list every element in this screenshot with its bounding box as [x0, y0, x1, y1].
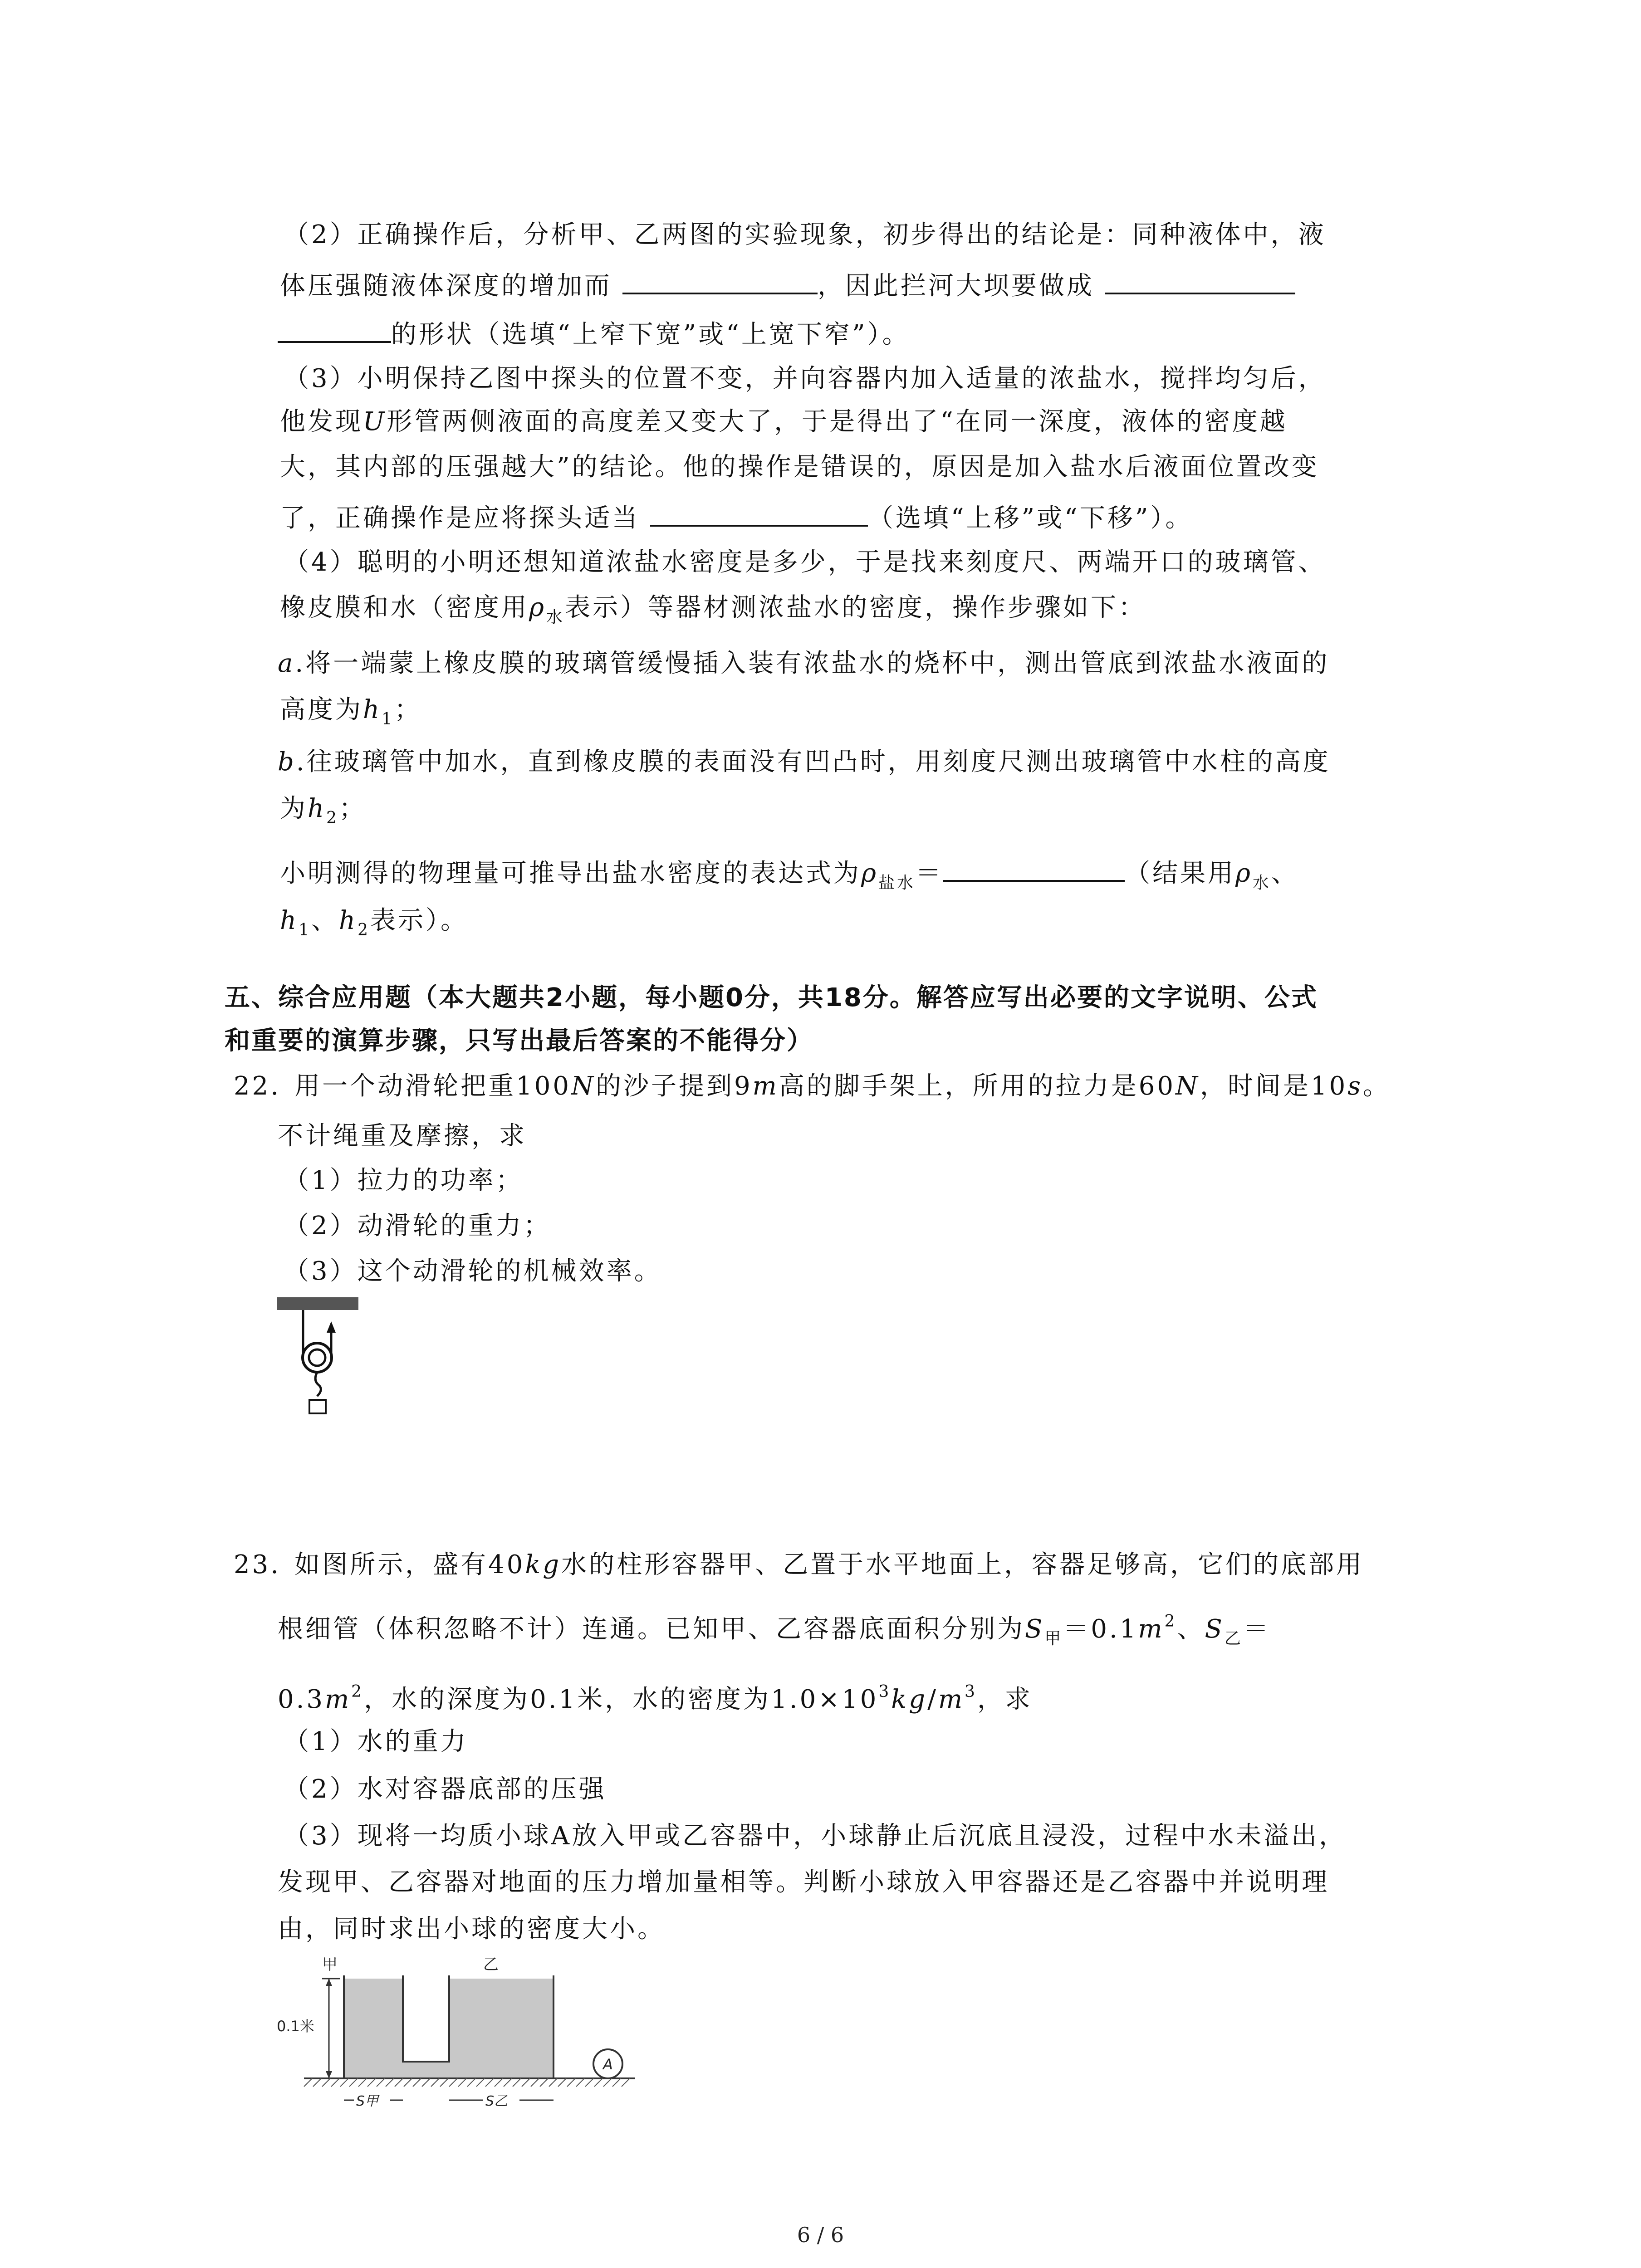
text: 发现甲、乙容器对地面的压力增加量相等。判断小球放入甲容器还是乙容器中并说明理 — [278, 1867, 1329, 1897]
ball-label: A — [603, 2056, 613, 2073]
value: 10 — [1310, 1071, 1348, 1101]
pulley-figure — [277, 1296, 367, 1428]
text: ＝ — [1243, 1614, 1271, 1644]
section-heading-line2 — [225, 1023, 813, 1059]
text: 橡皮膜和水（密度用 — [280, 593, 529, 622]
text: （3）这个动滑轮的机械效率。 — [284, 1256, 662, 1286]
variable: S — [1025, 1614, 1045, 1644]
q21-part2-line2 — [280, 265, 1295, 304]
unit: m — [1138, 1614, 1165, 1644]
text: ，时间是 — [1200, 1071, 1311, 1101]
q21-part4-line2 — [280, 590, 1146, 635]
text: （选填“上移”或“下移”）。 — [867, 503, 1193, 533]
arrow-up-icon — [326, 1979, 332, 1986]
q23-sub3-line3 — [278, 1911, 665, 1947]
q22-sub1 — [284, 1163, 524, 1199]
text: 了，正确操作是应将探头适当 — [280, 503, 640, 533]
text: .将一端蒙上橡皮膜的玻璃管缓慢插入装有浓盐水的烧杯中，测出管底到浓盐水液面的 — [295, 649, 1330, 678]
q22-line2 — [278, 1118, 527, 1154]
text: 高的脚手架上，所用的拉力是 — [779, 1071, 1139, 1101]
text: 、 — [311, 906, 339, 935]
text: （1）水的重力 — [284, 1727, 468, 1756]
variable: U — [363, 407, 387, 436]
q21-expression-line2 — [280, 903, 468, 948]
arrow-down-icon — [326, 2071, 332, 2078]
q22-sub2 — [284, 1208, 551, 1244]
subscript: 乙 — [1224, 1629, 1243, 1648]
question-number: 22. — [234, 1071, 281, 1101]
depth-label: 0.1米 — [277, 2018, 314, 2035]
q23-sub3-line1 — [284, 1818, 1347, 1854]
step-label: a — [278, 649, 295, 678]
q21-part3-line1 — [284, 361, 1326, 397]
q21-step-a-line2 — [280, 692, 422, 738]
subscript: 盐水 — [878, 874, 916, 892]
unit: kg — [525, 1550, 562, 1579]
rho-symbol: ρ — [1235, 859, 1253, 888]
label-jia: 甲 — [322, 1955, 338, 1974]
text: 用一个动滑轮把重 — [294, 1071, 516, 1101]
text: 的形状（选填“上窄下宽”或“上宽下窄”）。 — [391, 320, 910, 349]
text: 根细管（体积忽略不计）连通。已知甲、乙容器底面积分别为 — [278, 1614, 1025, 1644]
text: 小明测得的物理量可推导出盐水密度的表达式为 — [280, 859, 861, 888]
subscript: 水 — [1252, 874, 1271, 892]
superscript: 3 — [878, 1682, 892, 1701]
text: ＝ — [915, 859, 943, 888]
text: ； — [394, 695, 422, 724]
text: 如图所示，盛有 — [294, 1550, 489, 1579]
q21-part3-line3 — [280, 449, 1319, 485]
q23-line1 — [234, 1547, 1364, 1583]
arrow-up-icon — [327, 1321, 336, 1333]
text: .往玻璃管中加水，直到橡皮膜的表面没有凹凸时，用刻度尺测出玻璃管中水柱的高度 — [296, 747, 1331, 777]
section-heading-line1 — [225, 980, 1318, 1016]
text: ； — [338, 794, 367, 823]
variable: h — [338, 906, 358, 935]
text: 水的柱形容器甲、乙置于水平地面上，容器足够高，它们的底部用 — [561, 1550, 1364, 1579]
text: （1）拉力的功率； — [284, 1166, 524, 1195]
ceiling-beam — [277, 1297, 358, 1310]
q21-step-a-line1 — [278, 645, 1329, 682]
unit: N — [571, 1071, 596, 1101]
rho-symbol: ρ — [861, 859, 878, 888]
text: 表示）等器材测浓盐水的密度，操作步骤如下： — [564, 593, 1146, 622]
text: 体压强随液体深度的增加而 — [280, 271, 612, 301]
text: 大，其内部的压强越大”的结论。他的操作是错误的，原因是加入盐水后液面位置改变 — [280, 452, 1319, 482]
rho-symbol: ρ — [529, 593, 546, 622]
q21-part4-line1 — [284, 544, 1326, 581]
q23-sub3-line2 — [278, 1864, 1329, 1901]
answer-blank[interactable] — [943, 853, 1125, 882]
value: 0.3 — [278, 1685, 325, 1714]
answer-blank[interactable] — [622, 265, 818, 294]
text: 、 — [1271, 859, 1299, 888]
variable: h — [308, 794, 327, 823]
text: ＝0.1 — [1063, 1614, 1138, 1644]
text: 表示）。 — [370, 906, 468, 935]
q23-line3 — [278, 1674, 1033, 1718]
superscript: 3 — [965, 1682, 977, 1701]
sjia-label: S甲 — [356, 2093, 379, 2109]
q23-line2 — [278, 1603, 1271, 1657]
unit: kg — [891, 1685, 928, 1714]
water-yi — [449, 1979, 554, 2078]
text: 为 — [280, 794, 308, 823]
unit: m — [938, 1685, 965, 1714]
q23-sub2 — [284, 1771, 607, 1808]
unit: m — [325, 1685, 352, 1714]
text: ，求 — [977, 1685, 1033, 1714]
q21-part2-line1 — [284, 217, 1326, 253]
wall-middle — [403, 1975, 449, 2062]
syi-label: S乙 — [485, 2093, 508, 2109]
page-number: 6 / 6 — [797, 2223, 844, 2247]
text: ，因此拦河大坝要做成 — [817, 271, 1094, 301]
answer-blank[interactable] — [278, 314, 391, 343]
unit: N — [1175, 1071, 1200, 1101]
hook-icon — [315, 1372, 321, 1396]
containers-figure — [277, 1950, 640, 2109]
subscript: 2 — [358, 921, 370, 939]
subscript: 1 — [299, 921, 311, 939]
value: 60 — [1138, 1071, 1176, 1101]
text: （2）正确操作后，分析甲、乙两图的实验现象，初步得出的结论是：同种液体中，液 — [284, 220, 1326, 249]
answer-blank[interactable] — [1105, 265, 1295, 294]
text: （3）小明保持乙图中探头的位置不变，并向容器内加入适量的浓盐水，搅拌均匀后， — [284, 364, 1326, 393]
text: （4）聪明的小明还想知道浓盐水密度是多少，于是找来刻度尺、两端开口的玻璃管、 — [284, 547, 1326, 577]
variable: h — [280, 906, 299, 935]
water-jia — [344, 1979, 403, 2078]
text: 由，同时求出小球的密度大小。 — [278, 1914, 665, 1944]
water-connector — [403, 2062, 449, 2078]
unit: s — [1347, 1071, 1363, 1101]
text: 和重要的演算步骤，只写出最后答案的不能得分） — [225, 1026, 813, 1056]
q21-part3-line2 — [280, 404, 1288, 440]
text: ，水的深度为0.1米，水的密度为1.0×10 — [364, 1685, 879, 1714]
load-box — [309, 1400, 326, 1413]
question-number: 23. — [234, 1550, 281, 1579]
text: 他发现 — [280, 407, 363, 436]
q21-step-b-line2 — [280, 791, 367, 836]
text: 、 — [1177, 1614, 1205, 1644]
text: （3）现将一均质小球A放入甲或乙容器中，小球静止后沉底且浸没，过程中水未溢出， — [284, 1821, 1347, 1851]
subscript: 水 — [546, 608, 565, 626]
q22-sub3 — [284, 1253, 662, 1290]
text: （2）动滑轮的重力； — [284, 1211, 551, 1241]
pulley-hub — [309, 1349, 325, 1366]
value: 40 — [488, 1550, 525, 1579]
q21-part2-line3 — [278, 314, 910, 353]
text: / — [927, 1685, 938, 1714]
q21-step-b-line1 — [278, 744, 1331, 780]
q23-sub1 — [284, 1724, 468, 1760]
subscript: 1 — [382, 710, 394, 728]
text: （2）水对容器底部的压强 — [284, 1774, 607, 1804]
value: 9 — [734, 1071, 753, 1101]
answer-blank[interactable] — [650, 498, 868, 527]
text: （结果用 — [1124, 859, 1235, 888]
subscript: 甲 — [1044, 1629, 1063, 1648]
text: 形管两侧液面的高度差又变大了，于是得出了“在同一深度，液体的密度越 — [387, 407, 1288, 436]
variable: S — [1205, 1614, 1225, 1644]
superscript: 2 — [351, 1682, 364, 1701]
label-yi: 乙 — [483, 1955, 499, 1974]
text: 的沙子提到 — [595, 1071, 734, 1101]
step-label: b — [278, 747, 296, 777]
superscript: 2 — [1164, 1612, 1177, 1631]
q21-part3-line4 — [280, 498, 1193, 537]
text: 高度为 — [280, 695, 363, 724]
text: 不计绳重及摩擦，求 — [278, 1121, 527, 1151]
text: 五、综合应用题（本大题共2小题，每小题0分，共18分。解答应写出必要的文字说明、公式 — [225, 983, 1318, 1012]
unit: m — [752, 1071, 779, 1101]
variable: h — [363, 695, 382, 724]
subscript: 2 — [326, 809, 339, 827]
ground-hatching — [304, 2078, 630, 2087]
text: 。 — [1362, 1071, 1391, 1101]
q21-expression-line1 — [280, 853, 1299, 901]
value: 100 — [516, 1071, 571, 1101]
q22-line1 — [234, 1068, 1391, 1105]
